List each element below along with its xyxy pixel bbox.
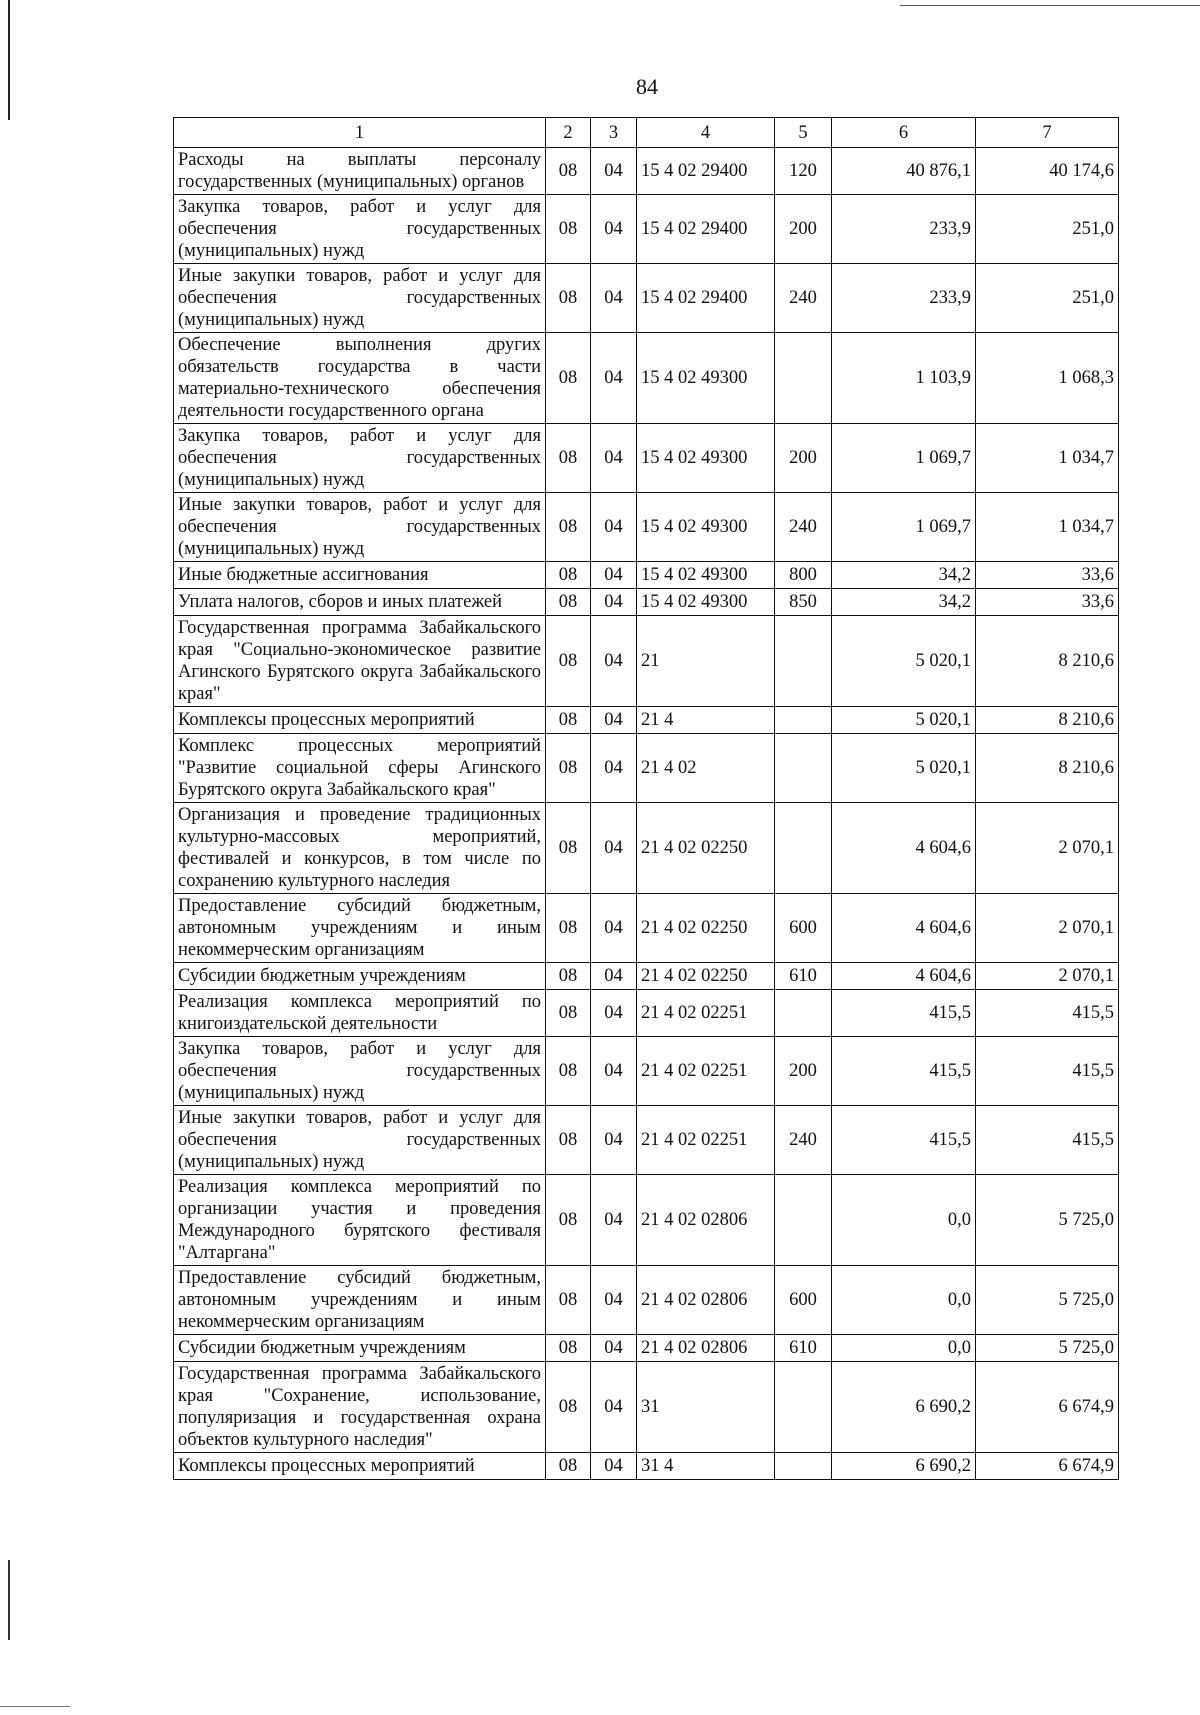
row-amount-2025-cell: 233,9 [832,195,976,264]
row-code-cell: 15 4 02 49300 [637,562,775,589]
row-code-cell: 15 4 02 49300 [637,333,775,424]
row-code-cell: 21 4 02 02251 [637,1106,775,1175]
row-expense-type-cell: 800 [775,562,832,589]
row-code-cell: 21 4 02 02806 [637,1335,775,1362]
scan-top-rule [900,5,1200,6]
row-amount-2026-cell: 251,0 [976,195,1119,264]
row-section-cell: 08 [546,333,591,424]
row-name-cell: Иные бюджетные ассигнования [174,562,546,589]
row-code-cell: 15 4 02 29400 [637,264,775,333]
table-row [174,195,1119,264]
row-section-cell: 08 [546,195,591,264]
row-subsection-cell: 04 [591,963,637,990]
row-amount-2026-cell: 6 674,9 [976,1362,1119,1453]
row-amount-2026-cell: 251,0 [976,264,1119,333]
row-amount-2025-cell: 1 069,7 [832,493,976,562]
row-amount-2025-cell: 5 020,1 [832,616,976,707]
row-amount-2025-cell: 34,2 [832,562,976,589]
row-amount-2025-cell: 0,0 [832,1335,976,1362]
row-subsection-cell: 04 [591,333,637,424]
row-section-cell: 08 [546,707,591,734]
row-code-cell: 15 4 02 49300 [637,589,775,616]
row-subsection-cell: 04 [591,148,637,195]
row-section-cell: 08 [546,616,591,707]
row-subsection-cell: 04 [591,1037,637,1106]
row-section-cell: 08 [546,894,591,963]
scan-edge-mark [8,0,10,120]
budget-table-body [174,118,1119,1480]
row-code-cell: 21 4 02 02806 [637,1175,775,1266]
row-name-cell: Предоставление субсидий бюджетным, автономным учреждениям и иным некоммерческим организациям [174,1266,546,1335]
row-section-cell: 08 [546,1362,591,1453]
table-row [174,1362,1119,1453]
row-amount-2025-cell: 4 604,6 [832,894,976,963]
row-name-cell: Предоставление субсидий бюджетным, автономным учреждениям и иным некоммерческим организациям [174,894,546,963]
scan-edge-mark-lower [8,1560,10,1640]
row-amount-2026-cell: 33,6 [976,589,1119,616]
row-subsection-cell: 04 [591,1362,637,1453]
table-row [174,1266,1119,1335]
row-code-cell: 21 4 02 02251 [637,990,775,1037]
row-expense-type-cell: 850 [775,589,832,616]
row-amount-2026-cell: 5 725,0 [976,1175,1119,1266]
row-amount-2026-cell: 40 174,6 [976,148,1119,195]
row-name-cell: Государственная программа Забайкальского края "Социально-экономическое развитие Агинского Бурятского округа Забайкальского края" [174,616,546,707]
row-amount-2025-cell: 4 604,6 [832,803,976,894]
row-amount-2026-cell: 415,5 [976,1106,1119,1175]
row-section-cell: 08 [546,424,591,493]
row-expense-type-cell [775,616,832,707]
row-expense-type-cell: 600 [775,1266,832,1335]
table-row [174,264,1119,333]
row-amount-2025-cell: 415,5 [832,1037,976,1106]
row-amount-2026-cell: 5 725,0 [976,1266,1119,1335]
row-subsection-cell: 04 [591,734,637,803]
row-amount-2026-cell: 6 674,9 [976,1453,1119,1480]
row-expense-type-cell: 240 [775,264,832,333]
row-code-cell: 31 4 [637,1453,775,1480]
row-code-cell: 21 4 02 02250 [637,803,775,894]
table-row [174,493,1119,562]
row-subsection-cell: 04 [591,990,637,1037]
row-expense-type-cell: 610 [775,963,832,990]
scan-bottom-rule [0,1706,70,1707]
row-subsection-cell: 04 [591,707,637,734]
row-amount-2025-cell: 6 690,2 [832,1453,976,1480]
row-section-cell: 08 [546,803,591,894]
row-subsection-cell: 04 [591,616,637,707]
row-subsection-cell: 04 [591,1453,637,1480]
header-cell-5: 5 [775,118,832,148]
row-name-cell: Закупка товаров, работ и услуг для обеспечения государственных (муниципальных) нужд [174,195,546,264]
row-amount-2026-cell: 1 034,7 [976,424,1119,493]
row-amount-2026-cell: 2 070,1 [976,803,1119,894]
row-amount-2026-cell: 1 034,7 [976,493,1119,562]
row-expense-type-cell: 240 [775,493,832,562]
row-code-cell: 21 4 02 02250 [637,963,775,990]
row-expense-type-cell [775,707,832,734]
row-expense-type-cell: 120 [775,148,832,195]
row-subsection-cell: 04 [591,562,637,589]
table-header-row [174,118,1119,148]
row-amount-2026-cell: 8 210,6 [976,616,1119,707]
row-subsection-cell: 04 [591,195,637,264]
row-amount-2026-cell: 33,6 [976,562,1119,589]
row-subsection-cell: 04 [591,264,637,333]
row-name-cell: Реализация комплекса мероприятий по организации участия и проведения Международного бурятского фестиваля "Алтаргана" [174,1175,546,1266]
table-row [174,424,1119,493]
row-name-cell: Иные закупки товаров, работ и услуг для обеспечения государственных (муниципальных) нужд [174,1106,546,1175]
table-row [174,148,1119,195]
row-amount-2026-cell: 415,5 [976,1037,1119,1106]
row-code-cell: 15 4 02 49300 [637,424,775,493]
table-row [174,1106,1119,1175]
row-amount-2026-cell: 5 725,0 [976,1335,1119,1362]
row-code-cell: 15 4 02 29400 [637,195,775,264]
row-name-cell: Субсидии бюджетным учреждениям [174,963,546,990]
row-section-cell: 08 [546,493,591,562]
header-cell-7: 7 [976,118,1119,148]
row-expense-type-cell [775,734,832,803]
table-row [174,1453,1119,1480]
row-amount-2025-cell: 5 020,1 [832,707,976,734]
row-name-cell: Реализация комплекса мероприятий по книгоиздательской деятельности [174,990,546,1037]
header-cell-4: 4 [637,118,775,148]
row-amount-2025-cell: 40 876,1 [832,148,976,195]
table-row [174,894,1119,963]
row-expense-type-cell: 200 [775,424,832,493]
row-name-cell: Субсидии бюджетным учреждениям [174,1335,546,1362]
row-code-cell: 15 4 02 29400 [637,148,775,195]
row-subsection-cell: 04 [591,1335,637,1362]
row-amount-2025-cell: 5 020,1 [832,734,976,803]
row-section-cell: 08 [546,990,591,1037]
table-row [174,616,1119,707]
row-name-cell: Иные закупки товаров, работ и услуг для обеспечения государственных (муниципальных) нужд [174,264,546,333]
row-section-cell: 08 [546,1266,591,1335]
row-expense-type-cell: 200 [775,1037,832,1106]
row-section-cell: 08 [546,1106,591,1175]
table-row [174,803,1119,894]
row-expense-type-cell: 200 [775,195,832,264]
row-name-cell: Комплексы процессных мероприятий [174,707,546,734]
row-amount-2025-cell: 0,0 [832,1266,976,1335]
row-section-cell: 08 [546,589,591,616]
row-expense-type-cell [775,333,832,424]
row-subsection-cell: 04 [591,1106,637,1175]
row-amount-2026-cell: 415,5 [976,990,1119,1037]
table-row [174,734,1119,803]
table-row [174,990,1119,1037]
row-amount-2025-cell: 4 604,6 [832,963,976,990]
row-amount-2025-cell: 415,5 [832,1106,976,1175]
row-section-cell: 08 [546,1453,591,1480]
row-expense-type-cell [775,803,832,894]
row-amount-2026-cell: 2 070,1 [976,963,1119,990]
table-row [174,1037,1119,1106]
row-amount-2025-cell: 34,2 [832,589,976,616]
row-section-cell: 08 [546,1175,591,1266]
row-expense-type-cell [775,1175,832,1266]
row-subsection-cell: 04 [591,894,637,963]
row-code-cell: 21 4 02 02251 [637,1037,775,1106]
row-subsection-cell: 04 [591,1266,637,1335]
header-cell-1: 1 [174,118,546,148]
header-cell-2: 2 [546,118,591,148]
row-name-cell: Иные закупки товаров, работ и услуг для обеспечения государственных (муниципальных) нужд [174,493,546,562]
row-name-cell: Уплата налогов, сборов и иных платежей [174,589,546,616]
row-name-cell: Расходы на выплаты персоналу государственных (муниципальных) органов [174,148,546,195]
row-subsection-cell: 04 [591,1175,637,1266]
row-amount-2026-cell: 1 068,3 [976,333,1119,424]
row-name-cell: Закупка товаров, работ и услуг для обеспечения государственных (муниципальных) нужд [174,1037,546,1106]
row-subsection-cell: 04 [591,589,637,616]
row-amount-2025-cell: 0,0 [832,1175,976,1266]
header-cell-3: 3 [591,118,637,148]
row-name-cell: Организация и проведение традиционных культурно-массовых мероприятий, фестивалей и конкурсов, в том числе по сохранению культурного наследия [174,803,546,894]
table-row [174,1335,1119,1362]
row-code-cell: 21 4 [637,707,775,734]
row-subsection-cell: 04 [591,424,637,493]
budget-table [173,117,1119,1480]
row-section-cell: 08 [546,963,591,990]
row-code-cell: 21 4 02 [637,734,775,803]
row-section-cell: 08 [546,148,591,195]
row-expense-type-cell: 600 [775,894,832,963]
table-row [174,562,1119,589]
row-subsection-cell: 04 [591,493,637,562]
row-expense-type-cell [775,1453,832,1480]
header-cell-6: 6 [832,118,976,148]
row-amount-2026-cell: 8 210,6 [976,734,1119,803]
row-code-cell: 21 4 02 02806 [637,1266,775,1335]
row-expense-type-cell: 240 [775,1106,832,1175]
row-name-cell: Комплексы процессных мероприятий [174,1453,546,1480]
table-row [174,963,1119,990]
row-section-cell: 08 [546,264,591,333]
row-expense-type-cell [775,1362,832,1453]
row-amount-2025-cell: 233,9 [832,264,976,333]
row-subsection-cell: 04 [591,803,637,894]
row-code-cell: 21 4 02 02250 [637,894,775,963]
row-amount-2026-cell: 2 070,1 [976,894,1119,963]
row-amount-2025-cell: 1 103,9 [832,333,976,424]
row-section-cell: 08 [546,562,591,589]
page-number: 84 [636,74,658,99]
row-code-cell: 31 [637,1362,775,1453]
row-section-cell: 08 [546,1037,591,1106]
row-name-cell: Комплекс процессных мероприятий "Развитие социальной сферы Агинского Бурятского округа Забайкальского края" [174,734,546,803]
row-expense-type-cell [775,990,832,1037]
row-section-cell: 08 [546,1335,591,1362]
table-row [174,589,1119,616]
row-code-cell: 21 [637,616,775,707]
row-name-cell: Государственная программа Забайкальского края "Сохранение, использование, популяризация и государственная охрана объектов культурного наследия" [174,1362,546,1453]
row-amount-2025-cell: 1 069,7 [832,424,976,493]
row-expense-type-cell: 610 [775,1335,832,1362]
row-amount-2025-cell: 415,5 [832,990,976,1037]
table-row [174,1175,1119,1266]
row-section-cell: 08 [546,734,591,803]
table-row [174,333,1119,424]
row-amount-2026-cell: 8 210,6 [976,707,1119,734]
row-name-cell: Закупка товаров, работ и услуг для обеспечения государственных (муниципальных) нужд [174,424,546,493]
row-amount-2025-cell: 6 690,2 [832,1362,976,1453]
row-name-cell: Обеспечение выполнения других обязательств государства в части материально-технического обеспечения деятельности государственного органа [174,333,546,424]
row-code-cell: 15 4 02 49300 [637,493,775,562]
table-row [174,707,1119,734]
